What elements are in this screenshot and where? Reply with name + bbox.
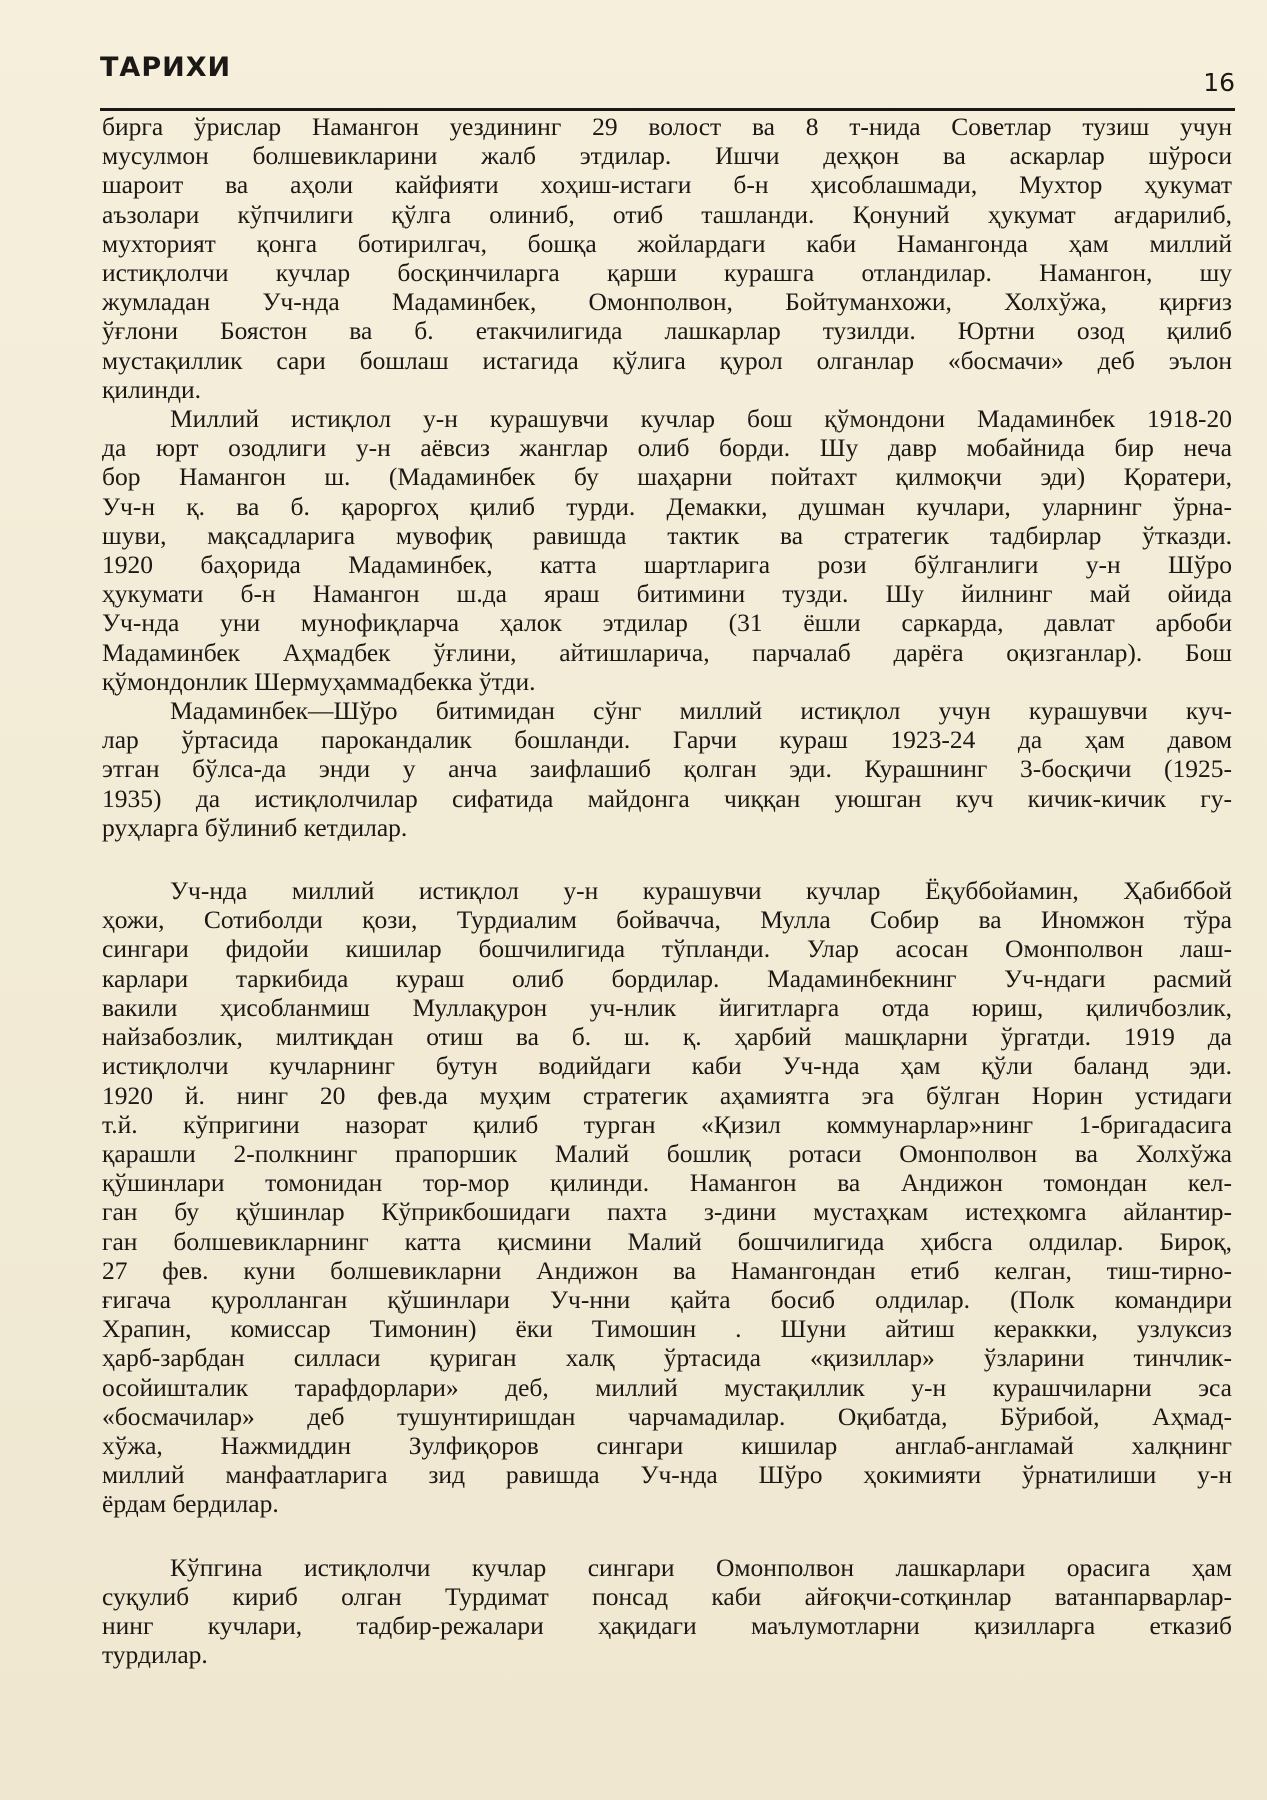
paragraph [102,876,1232,1518]
text-line: бирга ўрислар Намангон уездининг 29 волост ва 8 т-нида Советлар тузиш учун [102,112,1232,141]
text-line: 27 фев. куни болшевикларни Андижон ва Намангондан етиб келган, тиш-тирно- [102,1255,1232,1285]
text-line: миллий манфаатларига зид равишда Уч-нда Шўро ҳокимияти ўрнатилиши у-н [102,1460,1232,1490]
paragraph [102,404,1232,696]
text-line: Уч-нда уни мунофиқларча ҳалок этдилар (31 ёшли саркарда, давлат арбоби [102,608,1232,638]
text-line: ўғлони Боястон ва б. етакчилигида лашкарлар тузилди. Юртни озод қилиб [102,316,1232,346]
text-line: ҳукумати б-н Намангон ш.да яраш битимини тузди. Шу йилнинг май ойида [102,579,1232,609]
paragraph [102,696,1232,842]
text-line: бор Намангон ш. (Мадаминбек бу шаҳарни пойтахт қилмоқчи эди) Қоратери, [102,462,1232,492]
text-line: 1920 й. нинг 20 фев.да муҳим стратегик аҳамиятга эга бўлган Норин устидаги [102,1080,1232,1110]
text-line: мустақиллик сари бошлаш истагида қўлига қурол олганлар «босмачи» деб эълон [102,345,1232,375]
text-line: қилинди. [102,374,202,404]
text-line: найзабозлик, милтиқдан отиш ва б. ш. қ. ҳарбий машқларни ўргатди. 1919 да [102,1022,1232,1052]
text-line: сингари фидойи кишилар бошчилигида тўпланди. Улар асосан Омонполвон лаш- [102,934,1232,964]
text-line: истиқлолчи кучларнинг бутун водийдаги каби Уч-нда ҳам қўли баланд эди. [102,1051,1232,1081]
text-line: ган бу қўшинлар Кўприкбошидаги пахта з-дини мустаҳкам истеҳкомга айлантир- [102,1197,1232,1227]
text-line: вакили ҳисобланмиш Муллақурон уч-нлик йигитларга отда юриш, қиличбозлик, [102,992,1232,1022]
text-line: 1920 баҳорида Мадаминбек, катта шартларига рози бўлганлиги у-н Шўро [102,550,1232,580]
text-line: Мадаминбек Аҳмадбек ўғлини, айтишларича, парчалаб дарёга оқизганлар). Бош [102,637,1232,667]
text-line: Уч-н қ. ва б. қароргоҳ қилиб турди. Демакки, душман кучлари, уларнинг ўрна- [102,491,1232,521]
text-line: Кўпгина истиқлолчи кучлар сингари Омонполвон лашкарлари орасига ҳам [170,1552,1232,1582]
text-line: осойишталик тарафдорлари» деб, миллий мустақиллик у-н курашчиларни эса [102,1372,1232,1402]
text-line: мухторият қонга ботирилгач, бошқа жойлардаги каби Намангонда ҳам миллий [102,228,1232,258]
text-line: хўжа, Нажмиддин Зулфиқоров сингари кишилар англаб-англамай халқнинг [102,1430,1232,1460]
text-line: ган болшевикларнинг катта қисмини Малий бошчилигида ҳибсга олдилар. Бироқ, [102,1226,1232,1256]
text-line: суқулиб кириб олган Турдимат понсад каби айғоқчи-сотқинлар ватанпарварлар- [102,1581,1232,1611]
text-line: жумладан Уч-нда Мадаминбек, Омонполвон, Бойтуманхожи, Холхўжа, қирғиз [102,287,1232,317]
text-line: мусулмон болшевикларини жалб этдилар. Ишчи деҳқон ва аскарлар шўроси [102,141,1232,171]
text-line: қўмондонлик Шермуҳаммадбекка ўтди. [102,666,536,696]
text-line: 1935) да истиқлолчилар сифатида майдонга чиққан уюшган куч кичик-кичик гу- [102,783,1232,813]
text-line: Храпин, комиссар Тимонин) ёки Тимошин . Шуни айтиш кераккки, узлуксиз [102,1314,1232,1344]
text-line: қарашли 2-полкнинг прапоршик Малий бошлиқ ротаси Омонполвон ва Холхўжа [102,1138,1232,1168]
text-line: ҳожи, Сотиболди қози, Турдиалим бойвачча, Мулла Собир ва Иномжон тўра [102,905,1232,935]
text-line: ҳарб-зарбдан силласи қуриган халқ ўртасида «қизиллар» ўзларини тинчлик- [102,1343,1232,1373]
text-line: ғигача қуролланган қўшинлари Уч-нни қайта босиб олдилар. (Полк командири [102,1284,1232,1314]
text-line: да юрт озодлиги у-н аёвсиз жанглар олиб борди. Шу давр мобайнида бир неча [102,433,1232,463]
text-line: қўшинлари томонидан тор-мор қилинди. Намангон ва Андижон томондан кел- [102,1168,1232,1198]
text-line: карлари таркибида кураш олиб бордилар. Мадаминбекнинг Уч-ндаги расмий [102,963,1232,993]
text-line: «босмачилар» деб тушунтиришдан чарчамадилар. Оқибатда, Бўрибой, Аҳмад- [102,1401,1232,1431]
text-line: Миллий истиқлол у-н курашувчи кучлар бош қўмондони Мадаминбек 1918-20 [170,404,1232,434]
paragraph-gap [102,1519,1232,1553]
text-line: ёрдам бердилар. [102,1489,279,1519]
paragraph-gap [102,842,1232,876]
text-line: лар ўртасида парокандалик бошланди. Гарчи кураш 1923-24 да ҳам давом [102,725,1232,755]
text-line: этган бўлса-да энди у анча заифлашиб қолган эди. Курашнинг 3-босқичи (1925- [102,754,1232,784]
text-line: истиқлолчи кучлар босқинчиларга қарши курашга отландилар. Намангон, шу [102,258,1232,288]
page-header [100,44,1235,114]
text-line: Мадаминбек—Шўро битимидан сўнг миллий истиқлол учун курашувчи куч- [170,696,1232,726]
header-rule [100,108,1235,111]
text-line: турдилар. [102,1640,208,1670]
paragraph [102,1553,1232,1670]
text-line: аъзолари кўпчилиги қўлга олиниб, отиб ташланди. Қонуний ҳукумат ағдарилиб, [102,199,1232,229]
text-line: Уч-нда миллий истиқлол у-н курашувчи кучлар Ёқуббойамин, Ҳабиббой [170,876,1232,906]
text-line: нинг кучлари, тадбир-режалари ҳақидаги маълумотларни қизилларга етказиб [102,1610,1232,1640]
text-line: т.й. кўпригини назорат қилиб турган «Қизил коммунарлар»нинг 1-бригадасига [102,1109,1232,1139]
page-number: 16 [1203,68,1235,97]
paragraph [102,112,1232,404]
section-title: ТАРИХИ [100,52,232,83]
text-line: шуви, мақсадларига мувофиқ равишда тактик ва стратегик тадбирлар ўтказди. [102,520,1232,550]
article-body [102,112,1232,1669]
text-line: шароит ва аҳоли кайфияти хоҳиш-истаги б-н ҳисоблашмади, Мухтор ҳукумат [102,170,1232,200]
text-line: руҳларга бўлиниб кетдилар. [102,812,408,842]
